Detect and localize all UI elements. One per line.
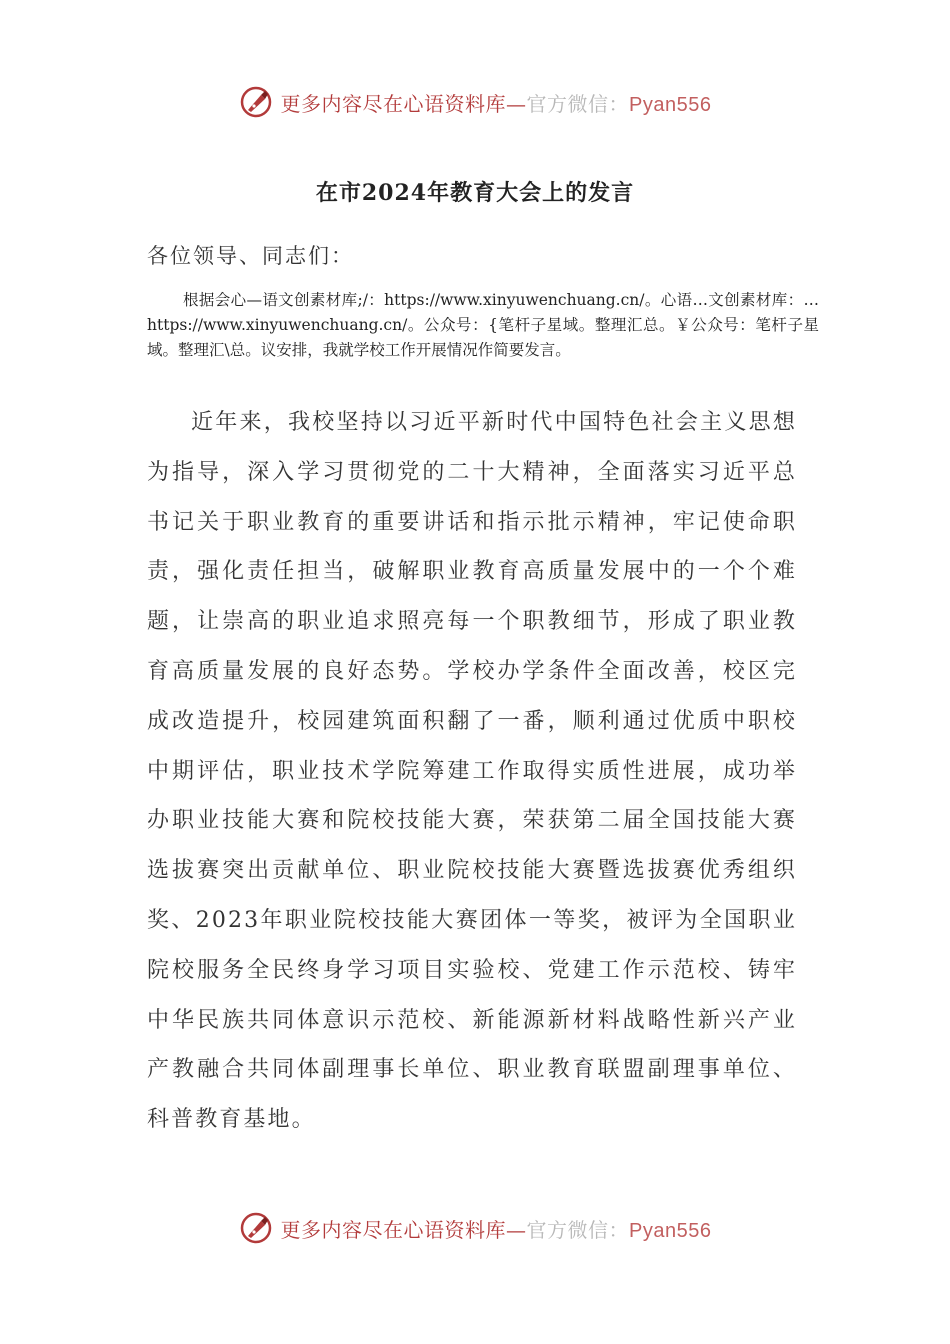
watermark-main-text: 更多内容尽在心语资料库—: [280, 91, 527, 116]
intro-paragraph: 根据会心—语文创素材库;/：https://www.xinyuwenchuang.cn/。心语…文创素材库：…https://www.xinyuwenchuang.cn/。公众号：{笔杆子星域。整理汇总。￥公众号：笔杆子星域。整理汇\总。议安排，我就学校工作开展情况作简要发言。: [147, 291, 819, 359]
watermark-main-text: 更多内容尽在心语资料库—: [280, 1217, 527, 1242]
watermark-banner-top: [0, 82, 950, 122]
watermark-wechat-label: 官方微信：: [526, 91, 630, 116]
body-paragraph: 近年来，我校坚持以习近平新时代中国特色社会主义思想为指导，深入学习贯彻党的二十大精神，全面落实习近平总书记关于职业教育的重要讲话和指示批示精神，牢记使命职责，强化责任担当，破解职业教育高质量发展中的一个个难题，让崇高的职业追求照亮每一个职教细节，形成了职业教育高质量发展的良好态势。学校办学条件全面改善，校区完成改造提升，校园建筑面积翻了一番，顺利通过优质中职校中期评估，职业技术学院筹建工作取得实质性进展，成功举办职业技能大赛和院校技能大赛，荣获第二届全国技能大赛选拔赛突出贡献单位、职业院校技能大赛暨选拔赛优秀组织奖、2023年职业院校技能大赛团体一等奖，被评为全国职业院校服务全民终身学习项目实验校、党建工作示范校、铸牢中华民族共同体意识示范校、新能源新材料战略性新兴产业产教融合共同体副理事长单位、职业教育联盟副理事单位、科普教育基地。: [147, 410, 797, 1133]
watermark-wechat-label: 官方微信：: [526, 1217, 630, 1242]
document-title: 在市2024年教育大会上的发言: [315, 180, 635, 206]
watermark-wechat-id: Pyan556: [629, 93, 712, 116]
pen-nib-logo-icon: [239, 85, 273, 119]
pen-nib-logo-icon: [239, 1211, 273, 1245]
watermark-wechat-id: Pyan556: [629, 1219, 712, 1242]
watermark-text: [281, 1214, 712, 1243]
watermark-text: [281, 88, 712, 117]
salutation: 各位领导、同志们：: [147, 244, 354, 268]
watermark-banner-bottom: [0, 1208, 950, 1248]
